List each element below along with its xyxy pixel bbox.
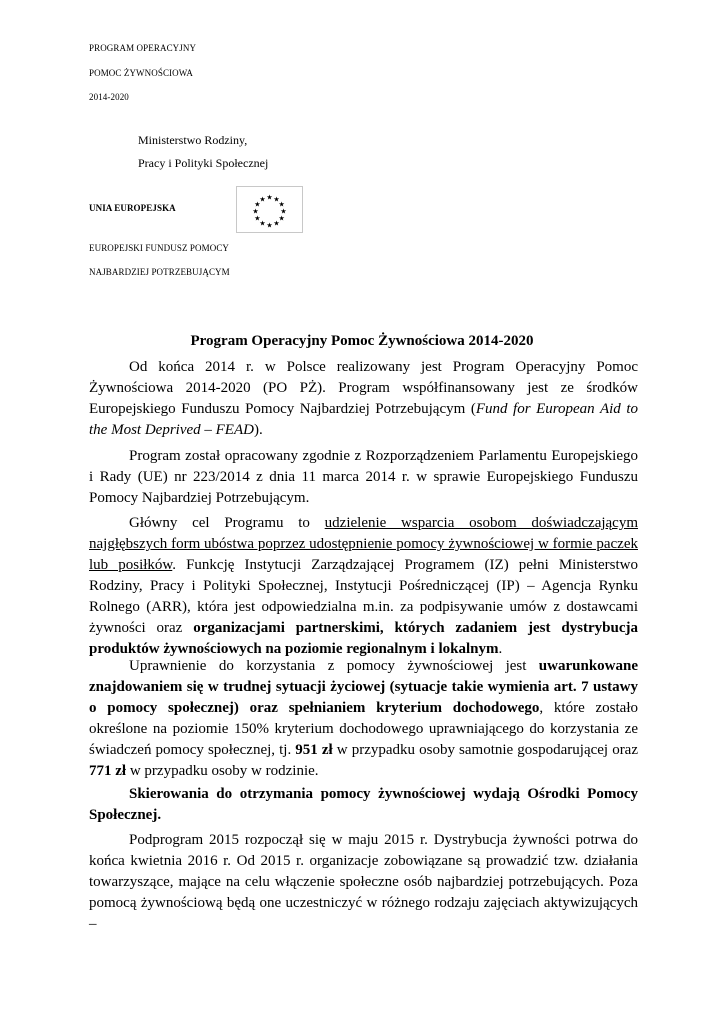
eu-stars-icon <box>237 187 302 232</box>
eu-flag-icon <box>236 186 303 233</box>
svg-text:★: ★ <box>273 195 280 204</box>
program-label-line-1: PROGRAM OPERACYJNY <box>89 43 197 53</box>
paragraph-intro-end: ). <box>253 422 263 438</box>
paragraph-goal-middle: . Funkcję Instytucji Zarządzającej Programem (IZ) pełni Ministerstwo Rodziny, Pracy i Polityki Społecznej, Instytucji Pośredniczącej (IP) – Agencja Rynku Rolnego (ARR), która jest odpowiedzialna m.in. za podpisywanie umów z dostawcami żywności oraz <box>89 557 638 636</box>
paragraph-intro-text: Od końca 2014 r. w Polsce realizowany jest Program Operacyjny Pomoc Żywnościowa 2014-2020 (PO PŻ). Program współfinansowany jest ze środków Europejskiego Funduszu Pomocy Najbardziej Potrzebującym ( <box>89 359 638 417</box>
svg-text:★: ★ <box>259 195 266 204</box>
svg-text:★: ★ <box>254 214 261 223</box>
paragraph-eligibility-text: Uprawnienie do korzystania z pomocy żywnościowej jest <box>129 658 539 674</box>
paragraph-regulation: Program został opracowany zgodnie z Rozporządzeniem Parlamentu Europejskiego i Rady (UE) nr 223/2014 z dnia 11 marca 2014 r. w sprawie Europejskiego Funduszu Pomocy Najbardziej Potrzebującym. <box>89 448 638 506</box>
program-label-line-2: POMOC ŻYWNOŚCIOWA <box>89 68 193 78</box>
paragraph-goal <box>89 513 638 660</box>
svg-text:★: ★ <box>280 207 287 216</box>
svg-text:★: ★ <box>266 221 273 230</box>
ministry-name-line-1: Ministerstwo Rodziny, <box>138 133 248 147</box>
amount-single-person: 951 zł <box>295 742 333 758</box>
svg-text:★: ★ <box>254 200 261 209</box>
paragraph-goal-bold: organizacjami partnerskimi, których zadaniem jest dystrybucja produktów żywnościowych na poziomie regionalnym i lokalnym <box>89 620 638 657</box>
paragraph-intro <box>89 357 638 441</box>
svg-text:★: ★ <box>252 207 259 216</box>
document-title: Program Operacyjny Pomoc Żywnościowa 2014-2020 <box>190 333 534 349</box>
paragraph-eligibility-end: w przypadku osoby w rodzinie. <box>126 763 319 779</box>
svg-text:★: ★ <box>278 200 285 209</box>
svg-text:★: ★ <box>278 214 285 223</box>
paragraph-eligibility-bold-condition: uwarunkowane znajdowaniem się w trudnej sytuacji życiowej (sytuacje takie wymienia art. 7 ustawy o pomocy społecznej) oraz spełnianiem kryterium dochodowego <box>89 658 638 716</box>
eu-label: UNIA EUROPEJSKA <box>89 203 176 213</box>
paragraph-referrals: Skierowania do otrzymania pomocy żywnościowej wydają Ośrodki Pomocy Społecznej. <box>89 786 638 823</box>
ministry-name-line-2: Pracy i Polityki Społecznej <box>138 156 269 170</box>
svg-text:★: ★ <box>259 219 266 228</box>
paragraph-eligibility <box>89 656 638 782</box>
fund-name-line-1: EUROPEJSKI FUNDUSZ POMOCY <box>89 243 230 253</box>
amount-family-person: 771 zł <box>89 763 127 779</box>
paragraph-eligibility-middle: w przypadku osoby samotnie gospodarującej oraz <box>332 742 639 758</box>
paragraph-goal-text: Główny cel Programu to <box>129 515 325 531</box>
fund-name-line-2: NAJBARDZIEJ POTRZEBUJĄCYM <box>89 267 230 277</box>
svg-text:★: ★ <box>273 219 280 228</box>
paragraph-subprogram: Podprogram 2015 rozpoczął się w maju 2015 r. Dystrybucja żywności potrwa do końca kwietnia 2016 r. Od 2015 r. organizacje zobowiązane są prowadzić tzw. działania towarzyszące, mające na celu włączenie społeczne osób najbardziej potrzebujących. Poza pomocą żywnościową będą one uczestniczyć w różnego rodzaju zajęciach aktywizujących – <box>89 832 638 932</box>
paragraph-goal-underlined: udzielenie wsparcia osobom doświadczającym najgłębszych form ubóstwa poprzez udostępnienie pomocy żywnościowej w formie paczek lub posiłków <box>89 515 639 573</box>
paragraph-intro-italic: Fund for European Aid to the Most Deprived – FEAD <box>89 401 638 438</box>
paragraph-eligibility-criterion: , które zostało określone na poziomie 150% kryterium dochodowego uprawniającego do korzystania ze świadczeń pomocy społecznej, tj. <box>89 700 638 758</box>
program-label-line-3: 2014-2020 <box>89 92 129 102</box>
paragraph-goal-end: . <box>498 641 503 657</box>
svg-text:★: ★ <box>266 193 273 202</box>
